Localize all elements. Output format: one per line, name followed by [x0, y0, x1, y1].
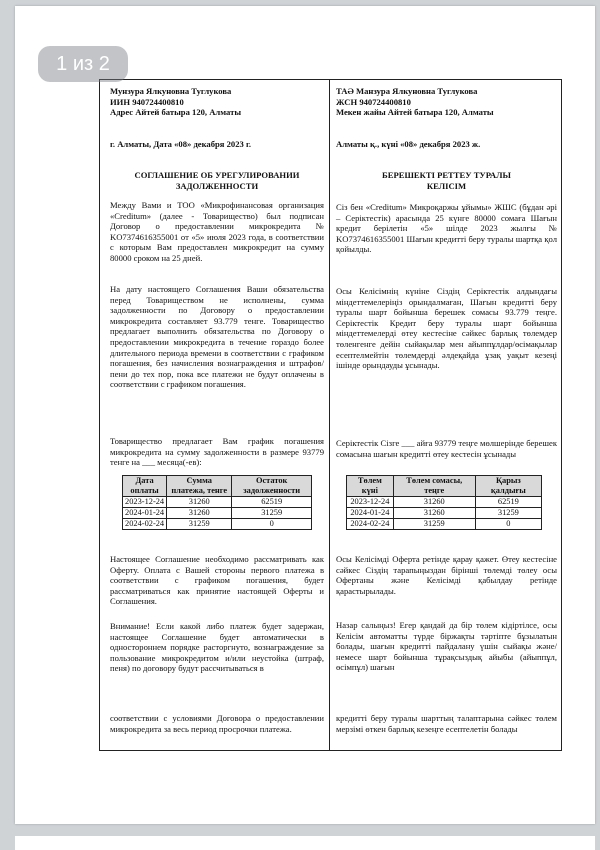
cell-date: 2024-02-24 — [347, 519, 394, 530]
cell-amount: 31260 — [167, 508, 232, 519]
right-col-header: Төлем сомасы, теңге — [393, 476, 475, 497]
cell-amount: 31260 — [393, 508, 475, 519]
left-para-2: На дату настоящего Соглашения Ваши обязательства перед Товариществом не исполнены, сумма задолженности по Договору о предоставлении микрокредита составляет 93.779 тенге. Товарищество предлагает выполнить обязательства по Договору о предоставлении микрокредита в течение гораздо более длительного периода времени в соответствии с графиком погашения, без начисления вознаграждения и штрафов/пени до тех пор, пока все платежи не будут оплачены в соответствии с графиком погашения. — [110, 284, 324, 390]
right-header — [336, 86, 557, 118]
left-para-6: соответствии с условиями Договора о предоставлении микрокредита за весь период просрочки платежа. — [110, 713, 324, 734]
right-header-iin: ЖСН 940724400810 — [336, 96, 411, 107]
table-row — [123, 508, 312, 519]
cell-date: 2023-12-24 — [347, 497, 394, 508]
right-para-5: Назар салыңыз! Егер қандай да бір төлем кідіртілсе, осы Келісім автоматты түрде біржақты тәртіпте бұзылатын болады, шағын кредитті пайдалану үшін сыйақы және/немесе шарт бойынша тұрақсыздық айыбы (айыппұл, өсімпұл) шағын — [336, 620, 557, 673]
left-col-header: Сумма платежа, тенге — [167, 476, 232, 497]
right-para-1: Сіз бен «Creditum» Микроқаржы ұйымы» ЖШС (бұдан әрі – Серіктестік) арасында 25 күнге 80000 сомаға Шағын кредит берілетін «5» шілде 2023 жылғы № KO7374616355001 Шағын кредитті беру туралы шартқа қол қойылды. — [336, 202, 557, 255]
right-para-3: Серіктестік Сізге ___ айға 93779 теңге мөлшерінде берешек сомасына шағын кредитті өтеу кестесін ұсынады — [336, 438, 557, 459]
cell-balance: 62519 — [232, 497, 312, 508]
left-header — [110, 86, 324, 118]
right-para-2: Осы Келісімнің күніне Сіздің Серіктестік алдындағы міндеттемелеріңіз орындалмаған, Шағын кредитті беру туралы шарт бойынша берешек сомасы 93.779 теңге. Серіктестік Кредит беру туралы шарт бойынша міндеттемелерді өтеу кестесіне сәйкес барлық төлемдер төленгенге дейін сыйақылар мен айыппұлдар/өсімақылар есептелмейтін төлемдерді әлдеқайда ұзақ уақыт кезеңі ішінде орындауды ұсынады. — [336, 286, 557, 371]
cell-balance: 0 — [475, 519, 541, 530]
left-header-name: Мунзура Ялкуновна Туглукова — [110, 86, 232, 96]
next-page-edge — [15, 836, 595, 850]
table-row — [347, 508, 542, 519]
right-title-line2: КЕЛІСІМ — [426, 180, 467, 191]
cell-date: 2024-01-24 — [123, 508, 167, 519]
cell-date: 2023-12-24 — [123, 497, 167, 508]
left-para-5: Внимание! Если какой либо платеж будет задержан, настоящее Соглашение будет автоматически в одностороннем порядке расторгнуто, вознаграждение за пользование микрокредитом и/или неустойка (штраф, пеня) по договору будут рассчитываться в — [110, 621, 324, 674]
right-header-name: ТАӘ Манзура Ялкуновна Туглукова — [336, 86, 478, 96]
left-title-line1: СОГЛАШЕНИЕ ОБ УРЕГУЛИРОВАНИИ — [134, 170, 300, 180]
cell-balance: 62519 — [475, 497, 541, 508]
cell-amount: 31259 — [167, 519, 232, 530]
page-indicator: 1 из 2 — [38, 46, 128, 82]
table-row — [123, 519, 312, 530]
left-col-header: Дата оплаты — [123, 476, 167, 497]
agreement-document — [99, 79, 562, 751]
table-row — [347, 519, 542, 530]
right-schedule-table — [346, 475, 542, 530]
table-row — [123, 497, 312, 508]
left-schedule-table — [122, 475, 312, 530]
right-col-header: Қарыз қалдығы — [475, 476, 541, 497]
right-title-line1: БЕРЕШЕКТІ РЕТТЕУ ТУРАЛЫ — [382, 170, 511, 180]
left-header-iin: ИИН 940724400810 — [110, 96, 184, 107]
left-title-line2: ЗАДОЛЖЕННОСТИ — [175, 180, 259, 191]
cell-amount: 31260 — [167, 497, 232, 508]
left-para-4: Настоящее Соглашение необходимо рассматривать как Оферту. Оплата с Вашей стороны первого платежа в соответствии с графиком погашения, будет рассматриваться как принятие настоящей Оферты и Соглашения. — [110, 554, 324, 607]
document-page — [15, 6, 595, 824]
left-schedule-table-wrap — [100, 475, 329, 530]
kazakh-column — [330, 80, 561, 750]
russian-column — [100, 80, 330, 750]
right-schedule-table-wrap — [330, 475, 561, 530]
right-para-4: Осы Келісімді Оферта ретінде қарау қажет. Өтеу кестесіне сәйкес Сіздің тарапыңыздан бірінші төлемді төлеу осы Офертаны және Келісімді қабылдау ретінде қарастырылады. — [336, 554, 557, 596]
left-header-address: Адрес Айтей батыра 120, Алматы — [110, 107, 242, 118]
right-title — [336, 170, 557, 191]
right-city-date: Алматы қ., күні «08» декабря 2023 ж. — [336, 139, 481, 149]
cell-date: 2024-02-24 — [123, 519, 167, 530]
right-para-6: кредитті беру туралы шарттың талаптарына сәйкес төлем мерзімі өткен барлық кезеңге есептелетін болады — [336, 713, 557, 734]
left-city-date: г. Алматы, Дата «08» декабря 2023 г. — [110, 139, 252, 149]
cell-amount: 31259 — [393, 519, 475, 530]
cell-balance: 31259 — [475, 508, 541, 519]
right-col-header: Төлем күні — [347, 476, 394, 497]
left-para-3: Товарищество предлагает Вам график погашения микрокредита на сумму задолженности в размере 93779 тенге на ___ месяца(-ев): — [110, 436, 324, 468]
right-header-address: Мекен жайы Айтей батыра 120, Алматы — [336, 107, 494, 118]
left-para-1: Между Вами и ТОО «Микрофинансовая организация «Creditum» (далее - Товарищество) был подписан Договор о предоставлении микрокредита № KO7374616355001 от «5» июля 2023 года, в соответствии с которым Вам предоставлен микрокредит на сумму 80000 сроком на 25 дней. — [110, 200, 324, 263]
cell-date: 2024-01-24 — [347, 508, 394, 519]
cell-amount: 31260 — [393, 497, 475, 508]
left-title — [110, 170, 324, 191]
table-row — [347, 497, 542, 508]
cell-balance: 0 — [232, 519, 312, 530]
cell-balance: 31259 — [232, 508, 312, 519]
left-col-header: Остаток задолженности — [232, 476, 312, 497]
